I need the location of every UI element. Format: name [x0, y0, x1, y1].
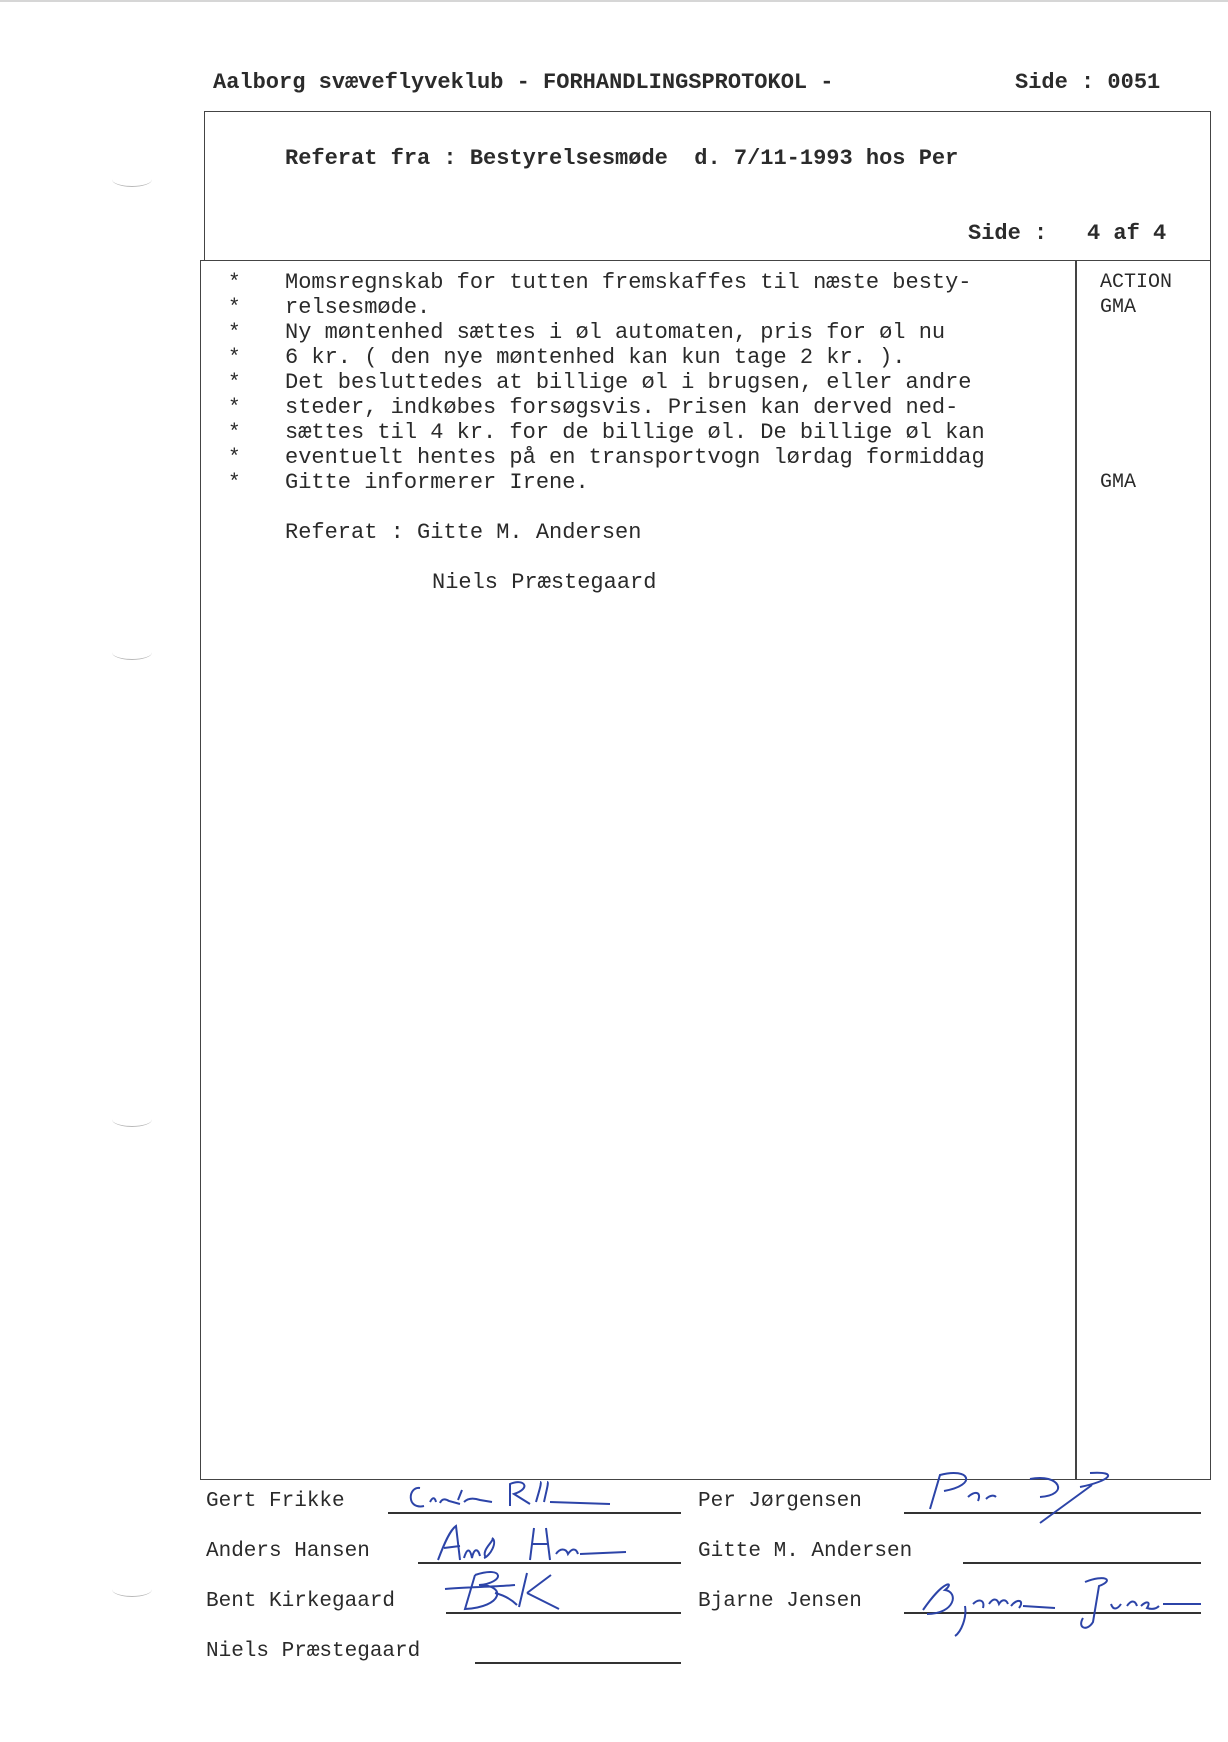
page-title: Aalborg svæveflyveklub - FORHANDLINGSPROTOKOL - [213, 70, 834, 95]
signatory-name: Per Jørgensen [698, 1490, 862, 1513]
punch-hole-mark [112, 645, 152, 660]
minutes-line: eventuelt hentes på en transportvogn lørdag formiddag [285, 445, 985, 470]
bullet-marker: * [228, 372, 241, 395]
signature-gert-frikke [400, 1470, 615, 1520]
bullet-marker: * [228, 347, 241, 370]
signatory-name: Bjarne Jensen [698, 1590, 862, 1613]
action-header: ACTION [1100, 271, 1173, 294]
header-box [204, 111, 1211, 261]
minutes-line: sættes til 4 kr. for de billige øl. De billige øl kan [285, 420, 985, 445]
punch-hole-mark [112, 1112, 152, 1127]
side-label: Side : [968, 221, 1048, 246]
action-owner: GMA [1100, 471, 1137, 494]
page-top-edge [0, 0, 1228, 2]
action-owner: GMA [1100, 296, 1137, 319]
signature-line [475, 1662, 681, 1664]
bullet-marker: * [228, 447, 241, 470]
bullet-marker: * [228, 397, 241, 420]
signature-line [963, 1562, 1201, 1564]
signatory-name: Niels Præstegaard [206, 1640, 421, 1663]
signatory-name: Gitte M. Andersen [698, 1540, 913, 1563]
signature-per-jorgensen [920, 1465, 1130, 1530]
referat-second-name: Niels Præstegaard [432, 570, 657, 595]
meeting-title: Referat fra : Bestyrelsesmøde d. 7/11-1993 hos Per [285, 146, 959, 171]
bullet-marker: * [228, 422, 241, 445]
minutes-line: steder, indkøbes forsøgsvis. Prisen kan derved ned- [285, 395, 959, 420]
minutes-line: Det besluttedes at billige øl i brugsen, eller andre [285, 370, 972, 395]
minutes-line: Ny møntenhed sættes i øl automaten, pris for øl nu [285, 320, 946, 345]
bullet-marker: * [228, 272, 241, 295]
bullet-marker: * [228, 297, 241, 320]
punch-hole-mark [112, 172, 152, 187]
referat-line: Referat : Gitte M. Andersen [285, 520, 642, 545]
minutes-line: relsesmøde. [285, 295, 431, 320]
minutes-line: Gitte informerer Irene. [285, 470, 589, 495]
signatory-name: Bent Kirkegaard [206, 1590, 396, 1613]
page-number: Side : 0051 [1015, 70, 1161, 95]
punch-hole-mark [112, 1582, 152, 1597]
signatory-name: Gert Frikke [206, 1490, 345, 1513]
signatory-name: Anders Hansen [206, 1540, 370, 1563]
action-column-divider [1075, 260, 1077, 1480]
minutes-line: 6 kr. ( den nye møntenhed kan kun tage 2 kr. ). [285, 345, 906, 370]
bullet-marker: * [228, 472, 241, 495]
minutes-line: Momsregnskab for tutten fremskaffes til næste besty- [285, 270, 972, 295]
bullet-marker: * [228, 322, 241, 345]
signature-bent-kirkegaard [435, 1565, 615, 1620]
signature-bjarne-jensen [915, 1570, 1205, 1640]
side-value: 4 af 4 [1087, 221, 1167, 246]
signature-anders-hansen [430, 1520, 630, 1570]
